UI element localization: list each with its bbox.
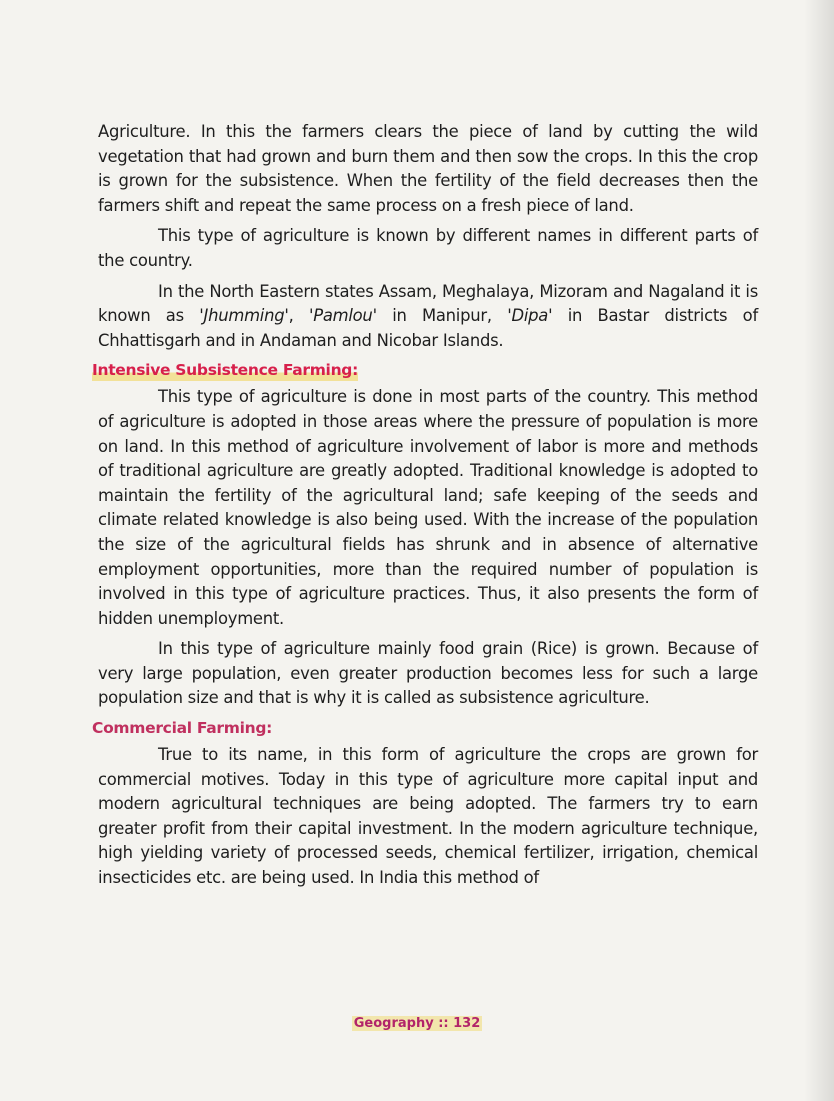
body-paragraph: Agriculture. In this the farmers clears the piece of land by cutting the wild vegetation that had grown and burn them and then sow the crops. In this the crop is grown for the subsistence. When the fertility of the field decreases then the farmers shift and repeat the same process on a fresh piece of land. xyxy=(98,122,758,215)
body-paragraph: In this type of agriculture mainly food grain (Rice) is grown. Because of very large population, even greater production becomes less for such a large population size and that is why it is called as subsistence agriculture. xyxy=(98,639,758,708)
term-dipa: 'Dipa' xyxy=(507,306,553,326)
page-body xyxy=(92,120,758,897)
term-jhumming: 'Jhumming' xyxy=(199,306,289,326)
body-paragraph: This type of agriculture is known by different names in different parts of the country. xyxy=(98,226,758,270)
page-number: Geography :: 132 xyxy=(353,1016,481,1031)
body-paragraph: True to its name, in this form of agriculture the crops are grown for commercial motives. Today in this type of agriculture more capital input and modern agricultural techniques are being adopted. The farmers try to earn greater profit from their capital investment. In the modern agriculture technique, high yielding variety of processed seeds, chemical fertilizer, irrigation, chemical insecticides etc. are being used. In India this method of xyxy=(98,745,758,888)
term-pamlou: 'Pamlou' xyxy=(308,306,377,326)
body-paragraph: This type of agriculture is done in most parts of the country. This method of agriculture is adopted in those areas where the pressure of population is more on land. In this method of agriculture involvement of labor is more and methods of traditional agriculture are greatly adopted. Traditional knowledge is adopted to maintain the fertility of the agricultural land; safe keeping of the seeds and climate related knowledge is also being used. With the increase of the population the size of the agricultural fields has shrunk and in absence of alternative employment opportunities, more than the required number of population is involved in this type of agriculture practices. Thus, it also presents the form of hidden unemployment. xyxy=(98,387,758,628)
page-footer xyxy=(0,1016,834,1031)
regional-names-paragraph: In the North Eastern states Assam, Meghalaya, Mizoram and Nagaland it is known as 'Jhumming', 'Pamlou' in Manipur, 'Dipa' in Bastar districts of Chhattisgarh and in Andaman and Nicobar Islands. xyxy=(98,281,758,350)
page-edge-shadow xyxy=(804,0,834,1101)
section-heading-commercial: Commercial Farming: xyxy=(92,719,273,738)
section-heading-intensive: Intensive Subsistence Farming: xyxy=(92,361,358,380)
